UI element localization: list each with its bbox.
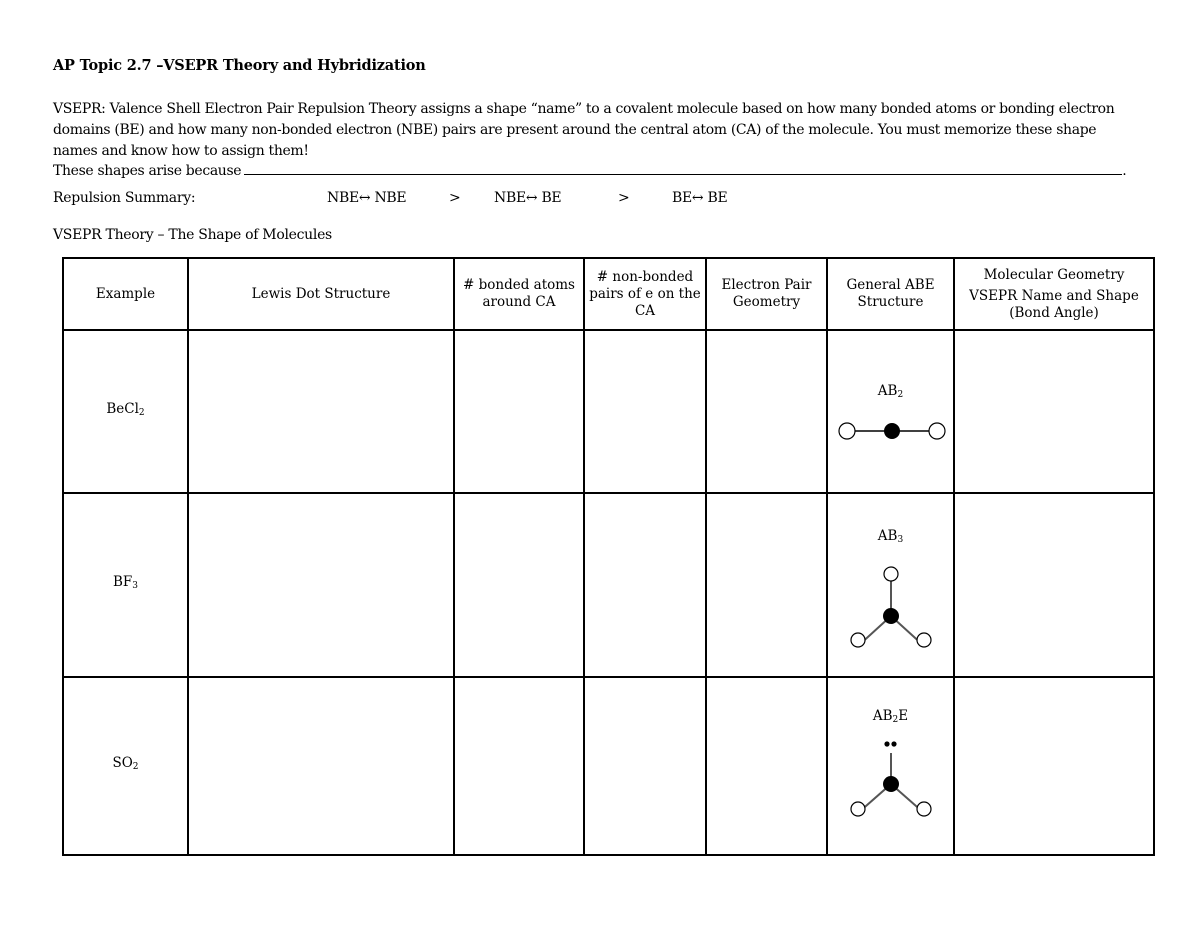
epg-cell[interactable] <box>706 493 827 677</box>
repulsion-be-be: BE↔ BE <box>672 190 728 206</box>
lewis-cell[interactable] <box>188 493 454 677</box>
example-subscript: 3 <box>132 581 139 592</box>
outer-atom-icon <box>884 567 898 581</box>
lone-pair-dot-icon <box>891 741 896 746</box>
example-formula: BeCl <box>106 400 139 417</box>
abe-subscript: 3 <box>897 534 904 545</box>
bonded-cell[interactable] <box>454 330 584 493</box>
abe-subscript: 2 <box>897 390 904 400</box>
outer-atom-icon <box>851 633 865 647</box>
molecular-geometry-cell[interactable] <box>954 493 1154 677</box>
section-heading: VSEPR Theory – The Shape of Molecules <box>53 227 332 243</box>
table-row <box>63 330 1154 493</box>
repulsion-nbe-nbe: NBE↔ NBE <box>327 190 407 206</box>
repulsion-gt-1: > <box>449 190 461 206</box>
abe-cell <box>827 677 954 855</box>
abe-label <box>830 528 951 549</box>
outer-atom-icon <box>851 802 865 816</box>
example-formula: SO <box>112 755 133 772</box>
header-mg-line2: VSEPR Name and Shape (Bond Angle) <box>969 287 1139 321</box>
abe-cell <box>827 330 954 493</box>
example-cell <box>63 330 188 493</box>
header-nonbonded: # non-bonded pairs of e on the CA <box>584 258 706 330</box>
nonbonded-cell[interactable] <box>584 330 706 493</box>
nonbonded-cell[interactable] <box>584 493 706 677</box>
abe-text: AB <box>872 707 893 724</box>
answer-blank[interactable] <box>244 163 1122 175</box>
trigonal-planar-diagram <box>841 559 941 649</box>
lewis-cell[interactable] <box>188 330 454 493</box>
intro-paragraph: VSEPR: Valence Shell Electron Pair Repulsion Theory assigns a shape “name” to a covalent molecule based on how many bonded atoms or bonding electron domains (BE) and how many non-bonded electron (NBE) pairs are present around the central atom (CA) of the molecule. You must memorize these shape names and know how to assign them! <box>53 101 1115 159</box>
abe-suffix: E <box>898 707 909 724</box>
example-formula: BF <box>112 574 133 591</box>
header-mg-line1: Molecular Geometry <box>983 266 1125 283</box>
molecular-geometry-cell[interactable] <box>954 677 1154 855</box>
example-cell <box>63 677 188 855</box>
outer-atom-icon <box>917 802 931 816</box>
outer-atom-icon <box>839 423 855 439</box>
document-title: AP Topic 2.7 –VSEPR Theory and Hybridization <box>53 57 426 74</box>
epg-cell[interactable] <box>706 330 827 493</box>
header-epg: Electron Pair Geometry <box>706 258 827 330</box>
epg-cell[interactable] <box>706 677 827 855</box>
molecular-geometry-cell[interactable] <box>954 330 1154 493</box>
header-abe: General ABE Structure <box>827 258 954 330</box>
lewis-cell[interactable] <box>188 677 454 855</box>
repulsion-nbe-be: NBE↔ BE <box>494 190 562 206</box>
central-atom-icon <box>884 423 900 439</box>
central-atom-icon <box>883 608 899 624</box>
outer-atom-icon <box>929 423 945 439</box>
header-example: Example <box>63 258 188 330</box>
vsepr-table <box>62 257 1155 856</box>
table-row <box>63 677 1154 855</box>
arise-prefix: These shapes arise because <box>53 163 242 179</box>
repulsion-gt-2: > <box>618 190 630 206</box>
nonbonded-cell[interactable] <box>584 677 706 855</box>
abe-text: AB <box>877 527 898 544</box>
outer-atom-icon <box>917 633 931 647</box>
bonded-cell[interactable] <box>454 493 584 677</box>
header-bonded: # bonded atoms around CA <box>454 258 584 330</box>
table-header-row <box>63 258 1154 330</box>
abe-subscript: 2 <box>892 714 899 725</box>
repulsion-label: Repulsion Summary: <box>53 190 196 206</box>
lone-pair-dot-icon <box>884 741 889 746</box>
abe-label <box>830 383 951 404</box>
abe-label <box>830 708 951 729</box>
example-subscript: 2 <box>138 407 145 418</box>
linear-molecule-diagram <box>831 416 951 446</box>
abe-text: AB <box>877 383 898 399</box>
arise-line: These shapes arise because . <box>53 163 1127 179</box>
header-lewis: Lewis Dot Structure <box>188 258 454 330</box>
abe-cell <box>827 493 954 677</box>
example-subscript: 2 <box>132 762 139 773</box>
central-atom-icon <box>883 776 899 792</box>
bonded-cell[interactable] <box>454 677 584 855</box>
example-cell <box>63 493 188 677</box>
header-molecular-geometry <box>954 258 1154 330</box>
bent-molecule-diagram <box>841 735 941 825</box>
table-row <box>63 493 1154 677</box>
